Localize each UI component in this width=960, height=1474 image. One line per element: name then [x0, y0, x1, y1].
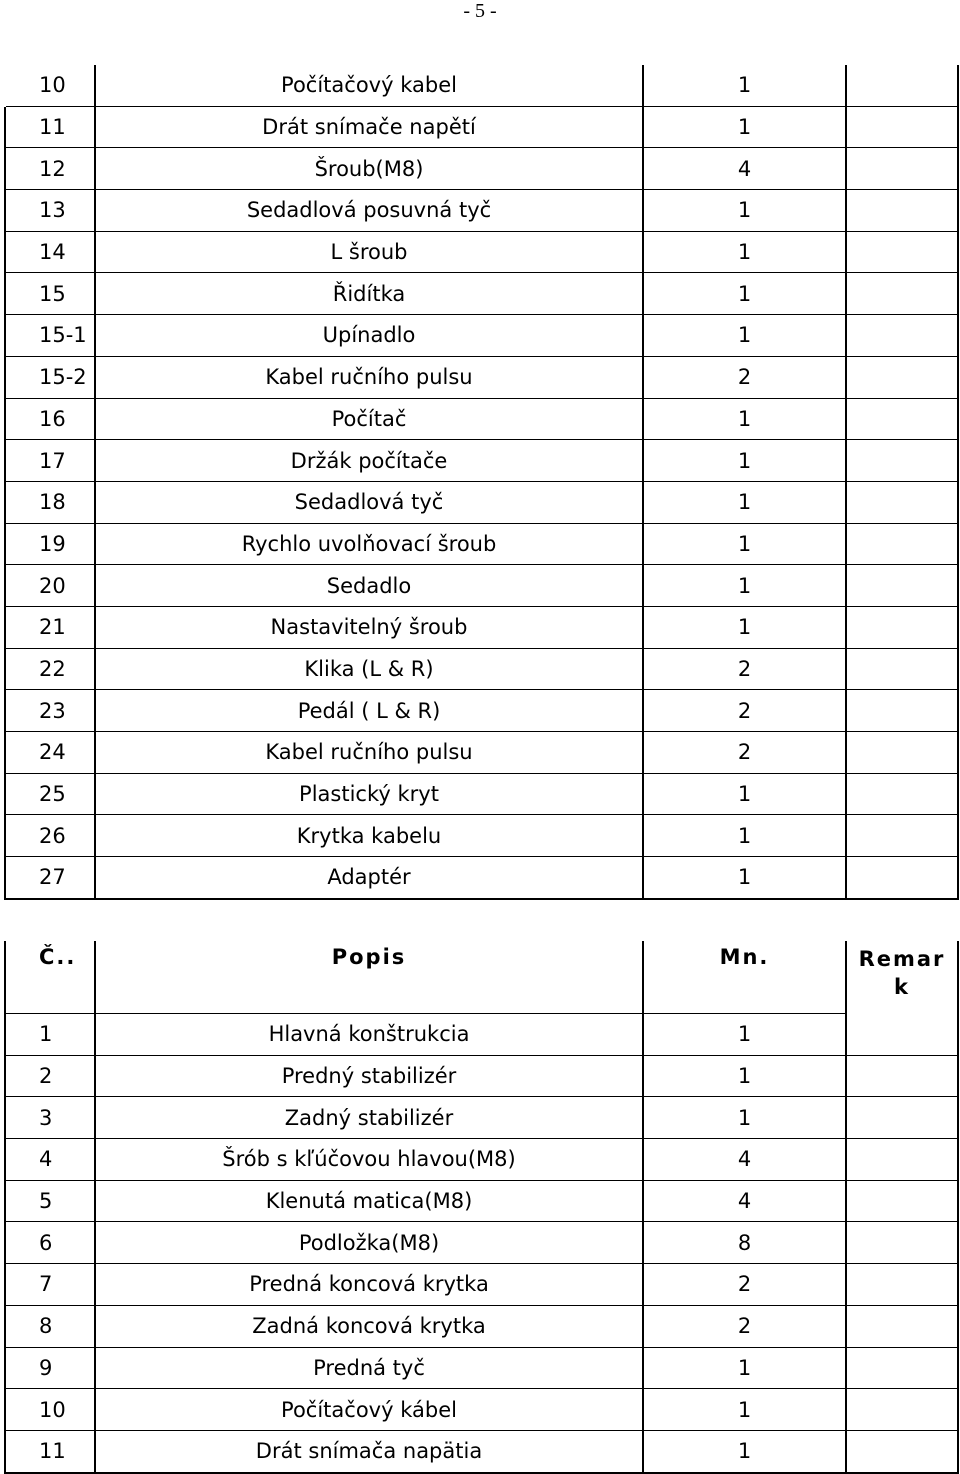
item-quantity: 1	[643, 106, 846, 148]
item-quantity: 8	[643, 1222, 846, 1264]
parts-table-czech	[4, 65, 959, 900]
item-remark	[846, 1014, 958, 1056]
item-quantity: 2	[643, 690, 846, 732]
item-quantity: 1	[643, 1347, 846, 1389]
table-row	[5, 1055, 958, 1097]
header-remark: Remar k	[846, 941, 958, 1014]
item-remark	[846, 1389, 958, 1431]
table-row	[5, 815, 958, 857]
item-remark	[846, 106, 958, 148]
item-description: Podložka(M8)	[95, 1222, 643, 1264]
item-description: Počítačový kabel	[95, 65, 643, 106]
item-description: Predný stabilizér	[95, 1055, 643, 1097]
header-description: Popis	[95, 941, 643, 1014]
item-quantity: 2	[643, 732, 846, 774]
item-remark	[846, 356, 958, 398]
item-number: 3	[5, 1097, 95, 1139]
item-quantity: 1	[643, 815, 846, 857]
table-header-row	[5, 941, 958, 1014]
item-number: 2	[5, 1055, 95, 1097]
item-description: Nastavitelný šroub	[95, 606, 643, 648]
table-row	[5, 440, 958, 482]
item-quantity: 1	[643, 398, 846, 440]
item-number: 22	[5, 648, 95, 690]
item-remark	[846, 1430, 958, 1472]
item-number: 14	[5, 231, 95, 273]
item-description: Sedadlo	[95, 565, 643, 607]
item-description: Predná tyč	[95, 1347, 643, 1389]
table-row	[5, 523, 958, 565]
table-row	[5, 648, 958, 690]
item-quantity: 1	[643, 315, 846, 357]
item-description: Adaptér	[95, 857, 643, 899]
item-number: 25	[5, 773, 95, 815]
item-quantity: 1	[643, 565, 846, 607]
item-number: 6	[5, 1222, 95, 1264]
item-description: Držák počítače	[95, 440, 643, 482]
item-quantity: 1	[643, 273, 846, 315]
item-remark	[846, 732, 958, 774]
table-row	[5, 565, 958, 607]
item-quantity: 1	[643, 481, 846, 523]
item-number: 5	[5, 1180, 95, 1222]
item-remark	[846, 65, 958, 106]
item-number: 12	[5, 148, 95, 190]
item-quantity: 1	[643, 1055, 846, 1097]
item-description: Kabel ručního pulsu	[95, 732, 643, 774]
item-quantity: 1	[643, 523, 846, 565]
item-number: 23	[5, 690, 95, 732]
item-description: Krytka kabelu	[95, 815, 643, 857]
item-description: Šrób s kľúčovou hlavou(M8)	[95, 1139, 643, 1181]
item-number: 1	[5, 1014, 95, 1056]
item-number: 15-1	[5, 315, 95, 357]
item-remark	[846, 565, 958, 607]
item-quantity: 1	[643, 440, 846, 482]
item-remark	[846, 231, 958, 273]
item-number: 11	[5, 1430, 95, 1472]
item-number: 11	[5, 106, 95, 148]
table-row	[5, 1139, 958, 1181]
item-number: 18	[5, 481, 95, 523]
item-number: 10	[5, 1389, 95, 1431]
item-remark	[846, 815, 958, 857]
item-number: 26	[5, 815, 95, 857]
item-remark	[846, 1055, 958, 1097]
table-row	[5, 315, 958, 357]
table-row	[5, 606, 958, 648]
table-row	[5, 190, 958, 232]
item-description: Plastický kryt	[95, 773, 643, 815]
item-remark	[846, 315, 958, 357]
item-quantity: 2	[643, 356, 846, 398]
item-description: Klika (L & R)	[95, 648, 643, 690]
table-row	[5, 65, 958, 106]
item-quantity: 1	[643, 857, 846, 899]
table-row	[5, 732, 958, 774]
item-remark	[846, 1139, 958, 1181]
item-quantity: 1	[643, 1389, 846, 1431]
header-quantity: Mn.	[643, 941, 846, 1014]
item-quantity: 2	[643, 1264, 846, 1306]
table-row	[5, 398, 958, 440]
item-remark	[846, 1347, 958, 1389]
item-description: Počítačový kábel	[95, 1389, 643, 1431]
item-remark	[846, 398, 958, 440]
item-number: 10	[5, 65, 95, 106]
table-row	[5, 1430, 958, 1472]
item-quantity: 4	[643, 148, 846, 190]
table-row	[5, 1389, 958, 1431]
item-number: 20	[5, 565, 95, 607]
item-description: Řidítka	[95, 273, 643, 315]
item-quantity: 1	[643, 773, 846, 815]
item-description: Predná koncová krytka	[95, 1264, 643, 1306]
item-number: 4	[5, 1139, 95, 1181]
item-number: 8	[5, 1305, 95, 1347]
item-description: Hlavná konštrukcia	[95, 1014, 643, 1056]
item-remark	[846, 481, 958, 523]
table-row	[5, 481, 958, 523]
item-remark	[846, 190, 958, 232]
item-description: Zadná koncová krytka	[95, 1305, 643, 1347]
item-description: Kabel ručního pulsu	[95, 356, 643, 398]
item-remark	[846, 523, 958, 565]
item-description: Upínadlo	[95, 315, 643, 357]
item-remark	[846, 648, 958, 690]
table-row	[5, 690, 958, 732]
item-remark	[846, 1180, 958, 1222]
item-remark	[846, 273, 958, 315]
item-description: Pedál ( L & R)	[95, 690, 643, 732]
item-quantity: 1	[643, 1430, 846, 1472]
table-row	[5, 1264, 958, 1306]
item-number: 13	[5, 190, 95, 232]
table-row	[5, 148, 958, 190]
item-number: 9	[5, 1347, 95, 1389]
item-number: 21	[5, 606, 95, 648]
item-description: L šroub	[95, 231, 643, 273]
item-description: Rychlo uvolňovací šroub	[95, 523, 643, 565]
item-description: Sedadlová posuvná tyč	[95, 190, 643, 232]
item-description: Klenutá matica(M8)	[95, 1180, 643, 1222]
item-description: Počítač	[95, 398, 643, 440]
item-remark	[846, 690, 958, 732]
item-remark	[846, 1222, 958, 1264]
item-remark	[846, 773, 958, 815]
parts-table-slovak	[4, 941, 959, 1474]
page-number: - 5 -	[463, 0, 497, 22]
item-remark	[846, 148, 958, 190]
item-description: Drát snímače napětí	[95, 106, 643, 148]
item-remark	[846, 1264, 958, 1306]
table-row	[5, 1347, 958, 1389]
item-description: Zadný stabilizér	[95, 1097, 643, 1139]
item-quantity: 2	[643, 648, 846, 690]
item-quantity: 1	[643, 231, 846, 273]
item-quantity: 1	[643, 1014, 846, 1056]
table-row	[5, 106, 958, 148]
item-quantity: 1	[643, 190, 846, 232]
item-number: 27	[5, 857, 95, 899]
item-number: 19	[5, 523, 95, 565]
table-row	[5, 1305, 958, 1347]
item-remark	[846, 1097, 958, 1139]
table-row	[5, 356, 958, 398]
item-quantity: 1	[643, 606, 846, 648]
item-quantity: 1	[643, 65, 846, 106]
table-row	[5, 231, 958, 273]
item-quantity: 4	[643, 1180, 846, 1222]
item-number: 16	[5, 398, 95, 440]
item-remark	[846, 1305, 958, 1347]
item-remark	[846, 857, 958, 899]
header-number: Č..	[5, 941, 95, 1014]
item-remark	[846, 440, 958, 482]
item-quantity: 4	[643, 1139, 846, 1181]
item-quantity: 2	[643, 1305, 846, 1347]
item-number: 15	[5, 273, 95, 315]
item-quantity: 1	[643, 1097, 846, 1139]
item-remark	[846, 606, 958, 648]
item-description: Drát snímača napätia	[95, 1430, 643, 1472]
table-row	[5, 1014, 958, 1056]
item-number: 24	[5, 732, 95, 774]
table-row	[5, 273, 958, 315]
table-row	[5, 773, 958, 815]
item-description: Sedadlová tyč	[95, 481, 643, 523]
item-number: 17	[5, 440, 95, 482]
table-row	[5, 1180, 958, 1222]
item-number: 7	[5, 1264, 95, 1306]
table-row	[5, 1222, 958, 1264]
table-row	[5, 1097, 958, 1139]
table-row	[5, 857, 958, 899]
item-description: Šroub(M8)	[95, 148, 643, 190]
item-number: 15-2	[5, 356, 95, 398]
